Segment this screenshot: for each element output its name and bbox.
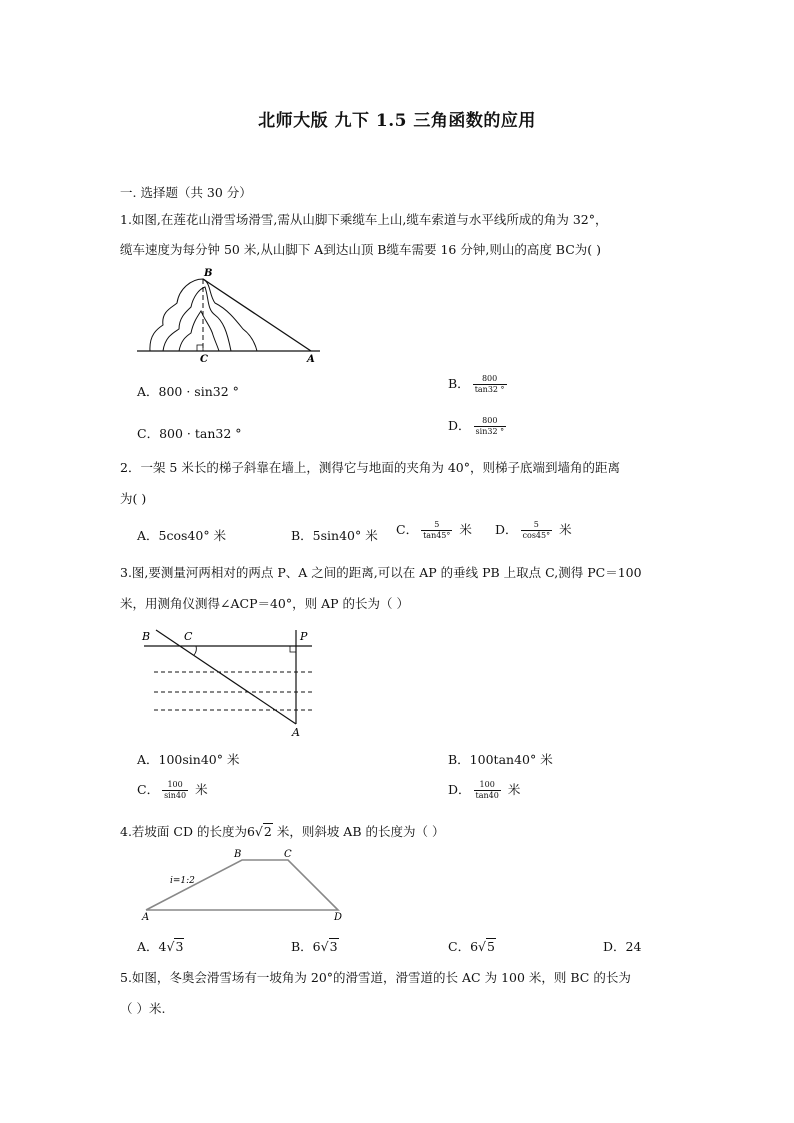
q1-label-a: A xyxy=(307,354,315,365)
q4-label-d: D xyxy=(334,912,343,923)
q4-label-a: A xyxy=(142,912,150,923)
q3-option-b: B．100tan40° 米 xyxy=(448,752,553,767)
q4-slope-ratio: i=1:2 xyxy=(170,876,195,886)
q4-option-a: A．4√3 xyxy=(137,939,184,954)
q2-option-d: D． $\frac{5}{\cos 45^\circ}$ 米 xyxy=(495,520,572,540)
page-title: 北师大版 九下 1.5 三角函数的应用 xyxy=(258,111,536,131)
q4-label-c: C xyxy=(284,849,292,860)
q2-line1: 2．一架 5 米长的梯子斜靠在墙上，测得它与地面的夹角为 40°，则梯子底端到墙角的距离 xyxy=(120,460,620,475)
q3-option-d: D． $\frac{100}{\tan 40}$ 米 xyxy=(448,780,521,800)
q4-label-b: B xyxy=(234,849,242,860)
section-heading: 一. 选择题（共 30 分） xyxy=(120,185,252,200)
q3-option-a: A．100sin40° 米 xyxy=(137,752,240,767)
q3-river-figure xyxy=(138,624,318,738)
q1-label-c: C xyxy=(200,354,208,365)
q3-label-p: P xyxy=(300,630,308,643)
q5-line2: （ ）米. xyxy=(120,1001,166,1016)
q1-line2: 缆车速度为每分钟 50 米,从山脚下 A到达山顶 B缆车需要 16 分钟,则山的高度 BC为( ) xyxy=(120,242,601,257)
q2-line2: 为( ) xyxy=(120,491,147,506)
q3-label-a: A xyxy=(292,726,300,738)
q3-label-b: B xyxy=(142,630,151,643)
q3-option-c: C． $\frac{100}{\sin 40}$ 米 xyxy=(137,780,208,800)
q3-line1: 3.图,要测量河两相对的两点 P、A 之间的距离,可以在 AP 的垂线 PB 上取点 C,测得 PC＝100 xyxy=(120,565,642,580)
q1-line1: 1.如图,在莲花山滑雪场滑雪,需从山脚下乘缆车上山,缆车索道与水平线所成的角为 32°， xyxy=(120,212,608,227)
q2-option-b: B．5sin40° 米 xyxy=(291,528,378,543)
q4-slope-figure xyxy=(140,845,350,923)
q1-mountain-figure xyxy=(135,265,325,365)
q4-line1: 4.若坡面 CD 的长度为6√2 米，则斜坡 AB 的长度为（ ） xyxy=(120,824,445,839)
q1-option-d: D． $\frac{800}{\sin 32 ^\circ}$ xyxy=(448,416,505,436)
q1-option-b: B． $\frac{800}{\tan 32 ^\circ}$ xyxy=(448,374,505,394)
q2-option-a: A．5cos40° 米 xyxy=(137,528,227,543)
q5-line1: 5.如图，冬奥会滑雪场有一坡角为 20°的滑雪道，滑雪道的长 AC 为 100 米，则 BC 的长为 xyxy=(120,970,631,985)
q3-label-c: C xyxy=(184,630,193,643)
q2-option-c: C． $\frac{5}{\tan 45^\circ}$ 米 xyxy=(396,520,472,540)
q1-label-b: B xyxy=(204,268,213,279)
q3-line2: 米，用测角仪测得∠ACP＝40°，则 AP 的长为（ ） xyxy=(120,596,409,611)
q1-option-a: A．800 · sin32 ° xyxy=(137,384,239,399)
q4-option-b: B．6√3 xyxy=(291,939,338,954)
q4-option-c: C．6√5 xyxy=(448,939,495,954)
q1-option-c: C．800 · tan32 ° xyxy=(137,426,242,441)
q4-option-d: D．24 xyxy=(603,939,642,954)
